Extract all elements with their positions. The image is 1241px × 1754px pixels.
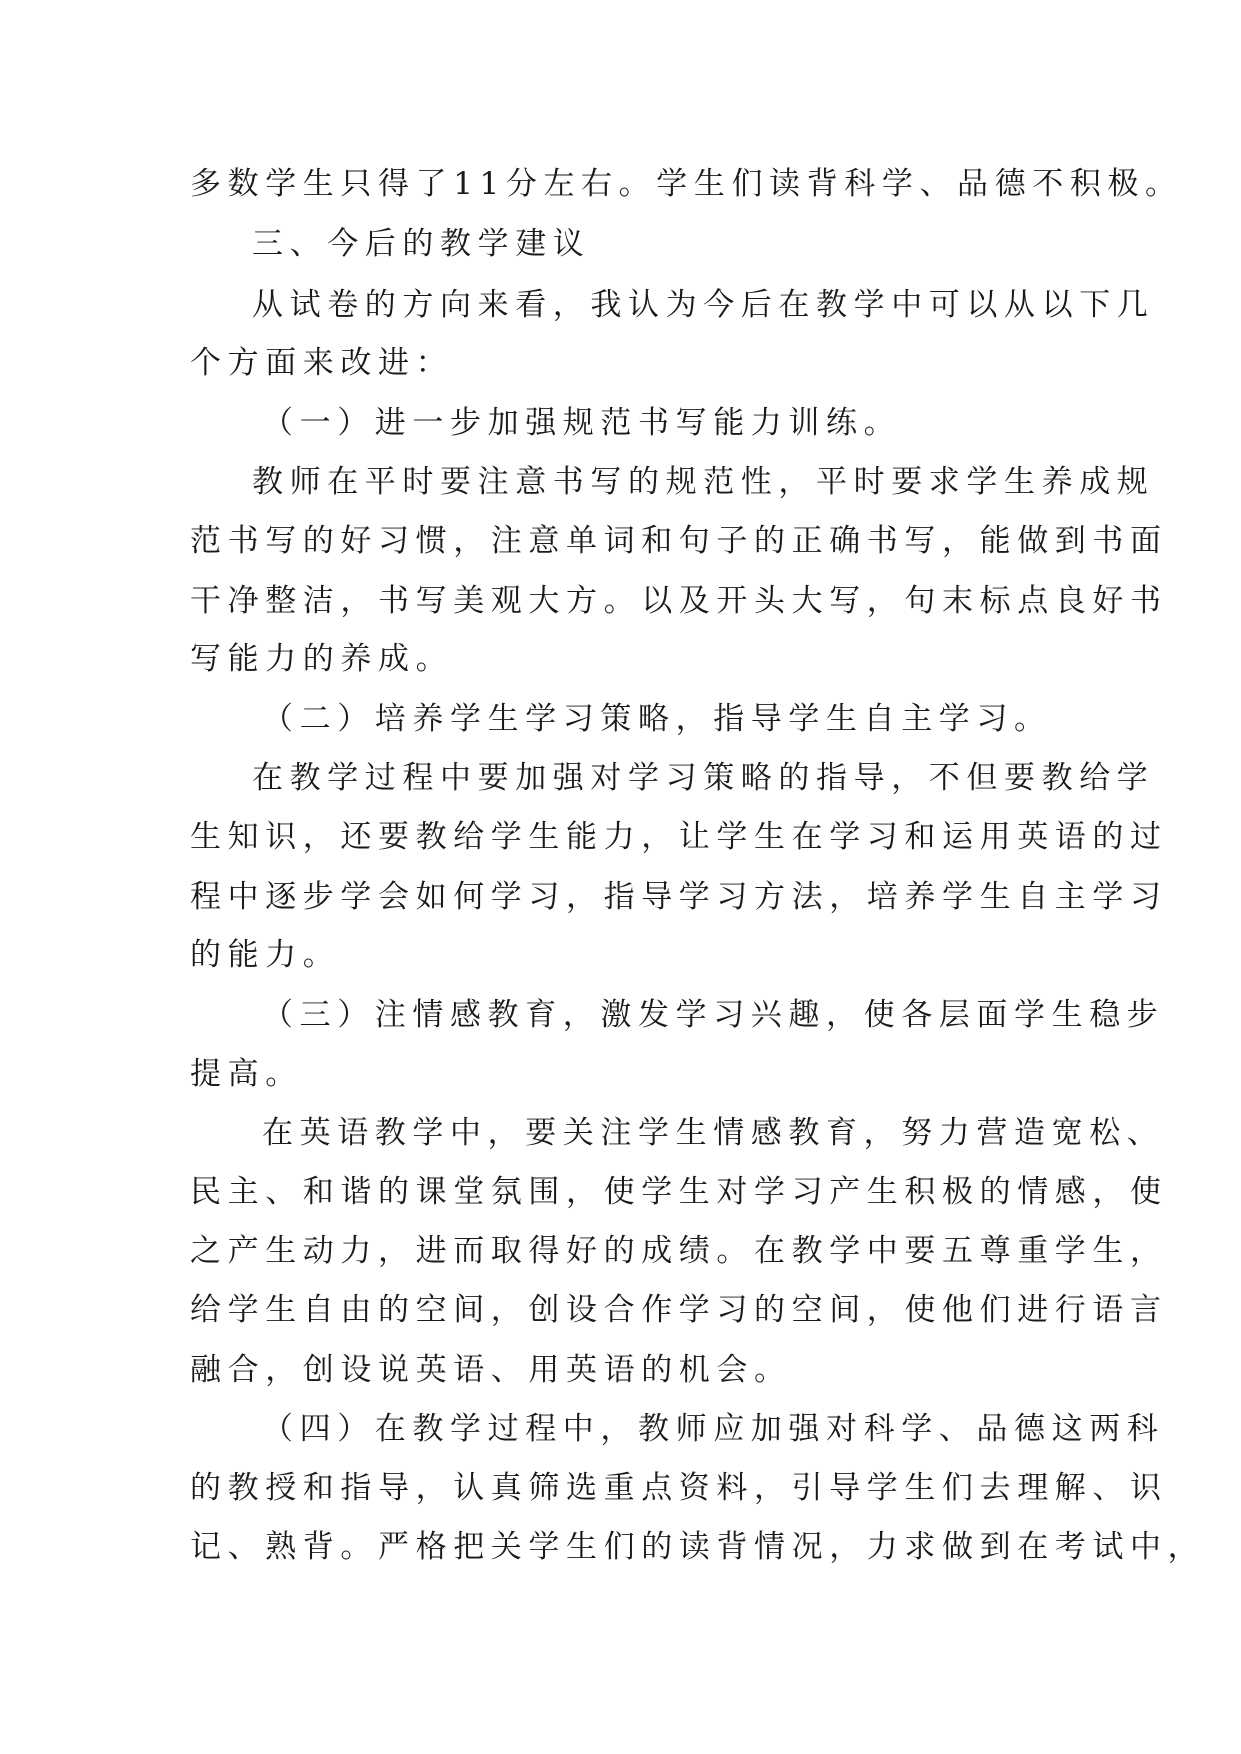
paragraph-line: 提高。 [190, 1056, 303, 1092]
paragraph-line: 民主、和谐的课堂氛围，使学生对学习产生积极的情感，使 [190, 1174, 1168, 1210]
paragraph-line: 教师在平时要注意书写的规范性，平时要求学生养成规 [252, 464, 1155, 500]
paragraph-line: 的教授和指导，认真筛选重点资料，引导学生们去理解、识 [190, 1470, 1168, 1506]
paragraph-line: 的能力。 [190, 937, 341, 973]
paragraph-line: 在教学过程中要加强对学习策略的指导，不但要教给学 [252, 760, 1155, 796]
paragraph-line: 多数学生只得了11分左右。学生们读背科学、品德不积极。 [190, 166, 1183, 202]
paragraph-line: 融合，创设说英语、用英语的机会。 [190, 1352, 792, 1388]
paragraph-line: 干净整洁，书写美观大方。以及开头大写，句末标点良好书 [190, 583, 1168, 619]
paragraph-line: 个方面来改进： [190, 345, 454, 381]
subsection-heading: （四）在教学过程中，教师应加强对科学、品德这两科 [262, 1411, 1165, 1447]
paragraph-line: 生知识，还要教给学生能力，让学生在学习和运用英语的过 [190, 819, 1168, 855]
subsection-heading: （二）培养学生学习策略，指导学生自主学习。 [262, 701, 1052, 737]
paragraph-line: 范书写的好习惯，注意单词和句子的正确书写，能做到书面 [190, 523, 1168, 559]
paragraph-line: 在英语教学中，要关注学生情感教育，努力营造宽松、 [262, 1115, 1165, 1151]
paragraph-line: 给学生自由的空间，创设合作学习的空间，使他们进行语言 [190, 1292, 1168, 1328]
paragraph-line: 记、熟背。严格把关学生们的读背情况，力求做到在考试中， [190, 1529, 1206, 1565]
paragraph-line: 写能力的养成。 [190, 641, 454, 677]
subsection-heading: （三）注情感教育，激发学习兴趣，使各层面学生稳步 [262, 997, 1165, 1033]
paragraph-line: 从试卷的方向来看，我认为今后在教学中可以从以下几 [252, 287, 1155, 323]
paragraph-line: 之产生动力，进而取得好的成绩。在教学中要五尊重学生， [190, 1233, 1168, 1269]
section-heading: 三、今后的教学建议 [252, 226, 591, 262]
subsection-heading: （一）进一步加强规范书写能力训练。 [262, 405, 902, 441]
paragraph-line: 程中逐步学会如何学习，指导学习方法，培养学生自主学习 [190, 879, 1168, 915]
